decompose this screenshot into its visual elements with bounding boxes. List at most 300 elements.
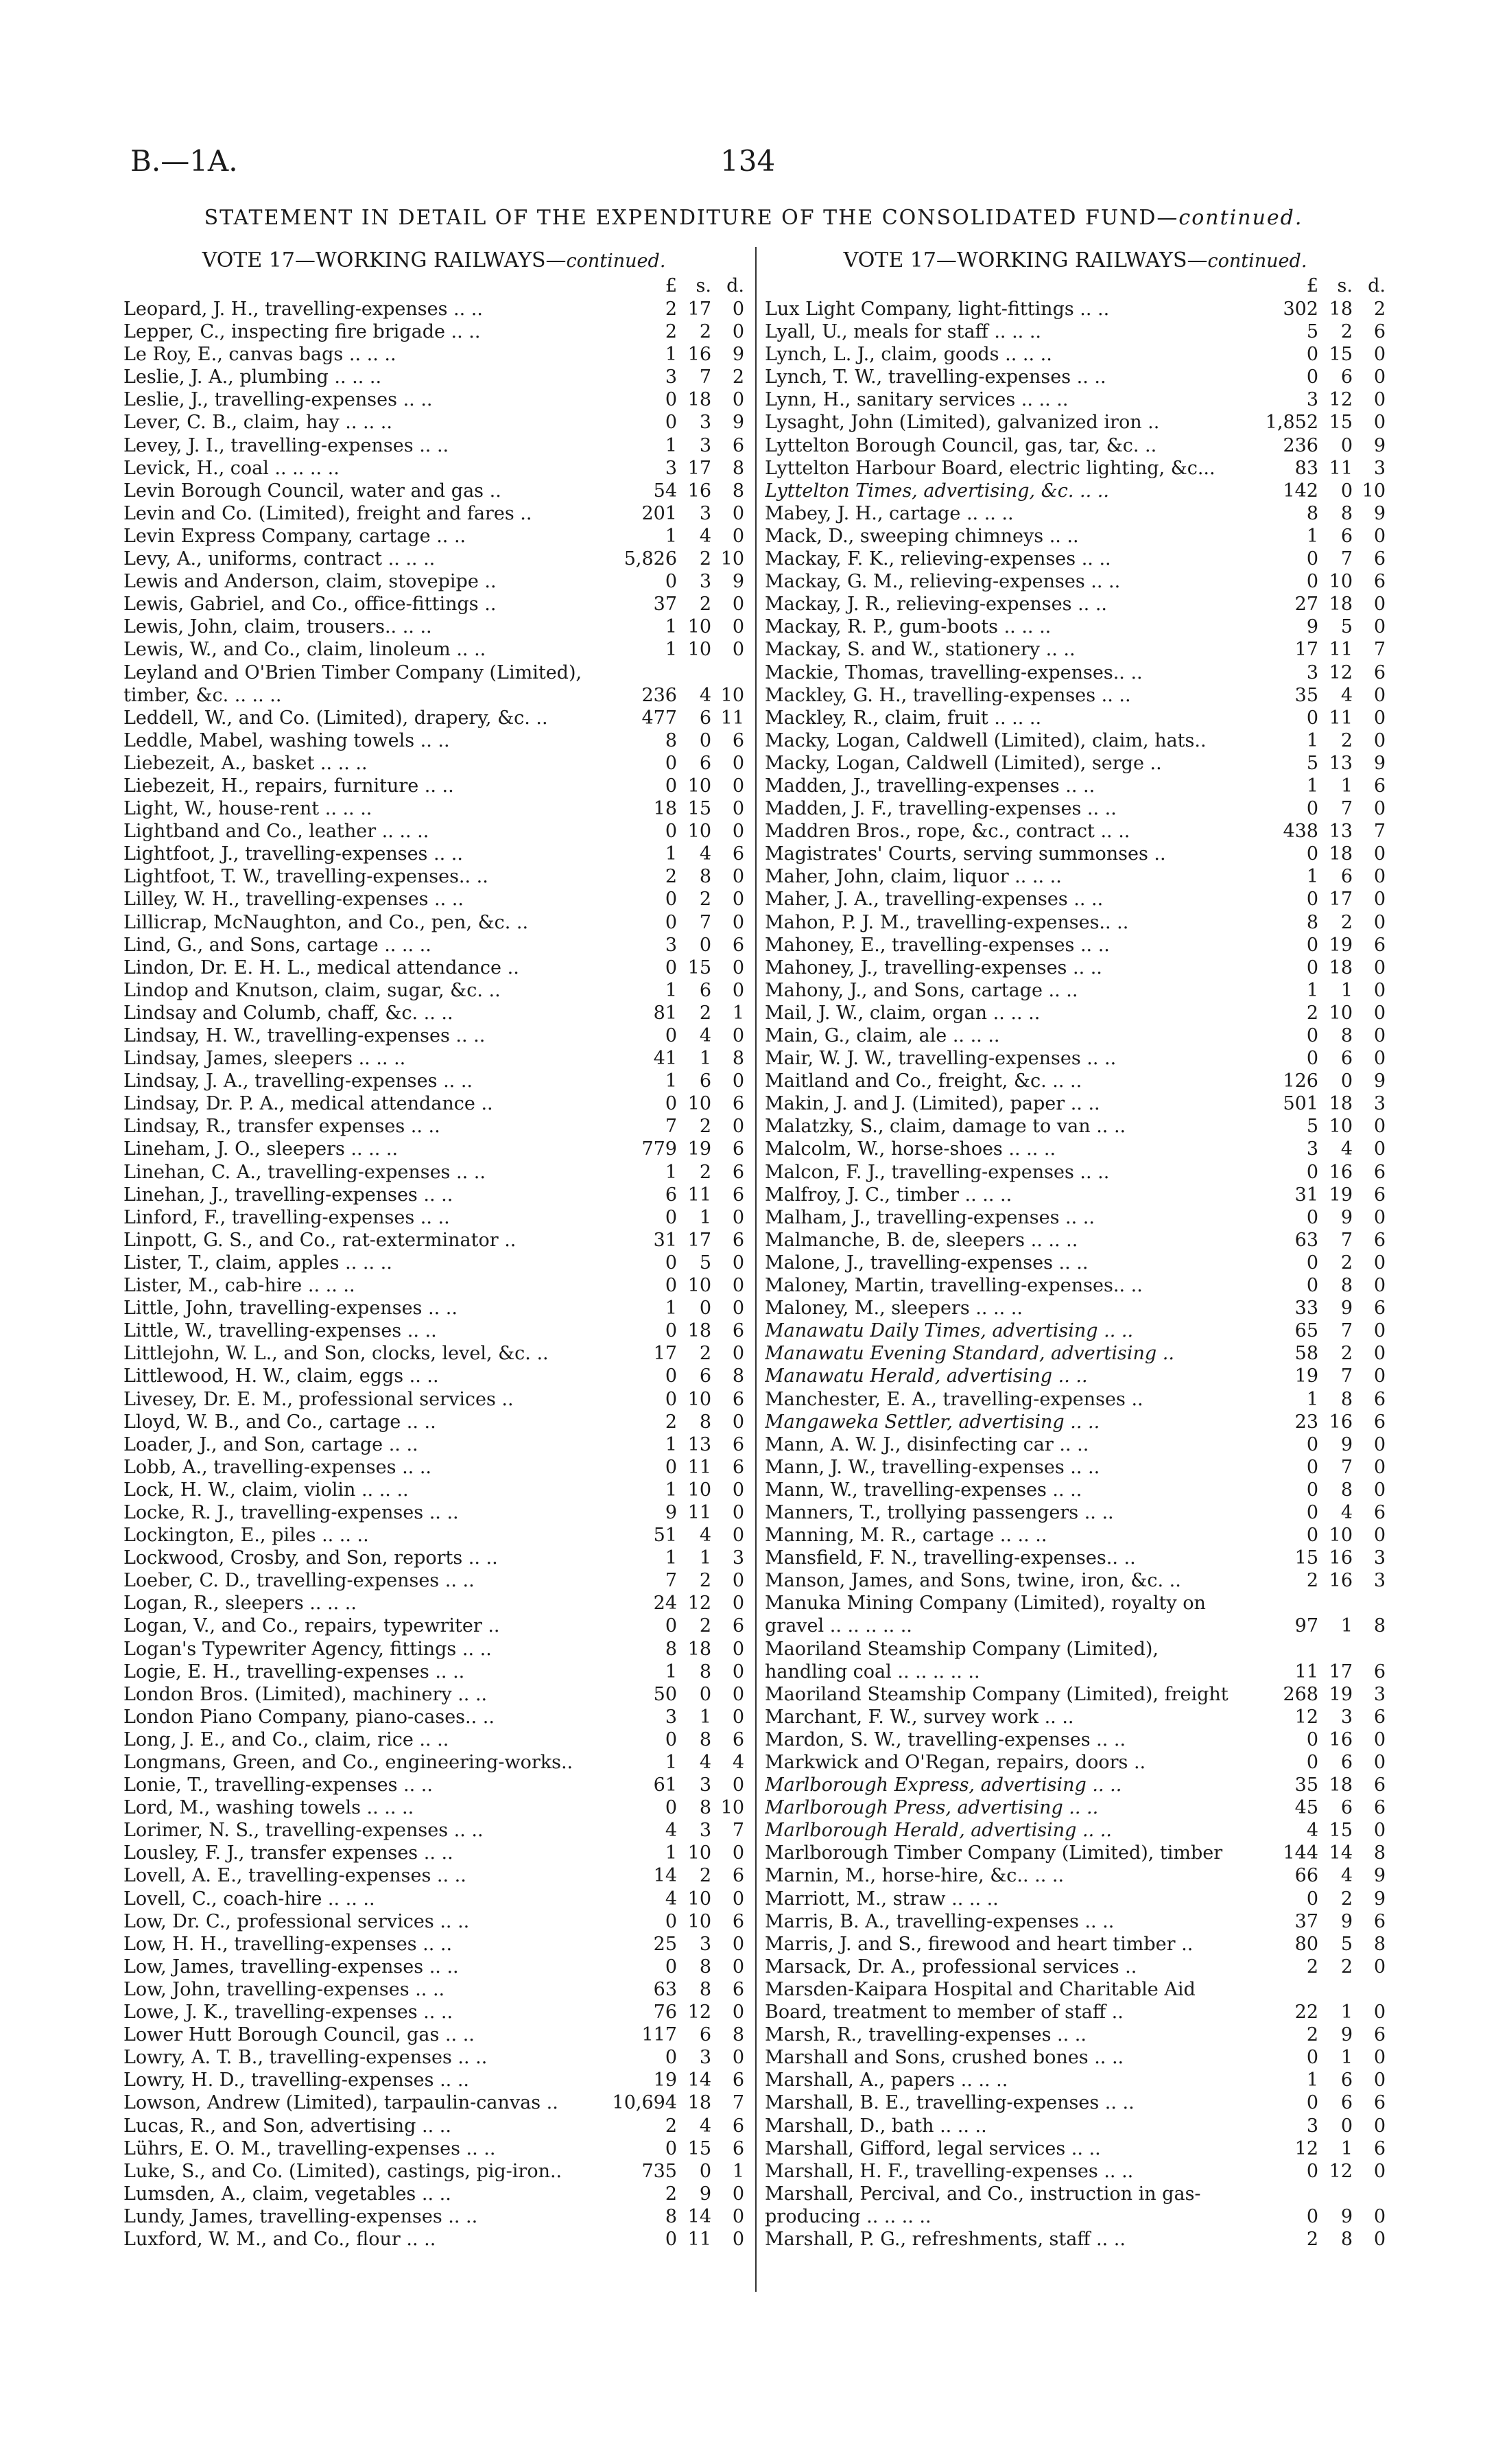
expenditure-row — [123, 1933, 744, 1956]
pounds-amount: 58 — [1294, 1343, 1318, 1365]
pounds-amount: 97 — [1294, 1615, 1318, 1637]
pence-amount: 6 — [732, 1728, 744, 1750]
payee-description: Mansfield, F. N., travelling-expenses.. .. — [765, 1547, 1136, 1569]
shillings-amount: 10 — [1329, 1116, 1353, 1138]
shillings-amount: 18 — [1329, 1774, 1353, 1796]
pence-unit: d. — [726, 275, 744, 296]
shillings-amount: 2 — [699, 1002, 711, 1024]
pence-amount: 0 — [1373, 866, 1386, 888]
pence-amount: 9 — [1373, 502, 1386, 524]
pounds-amount: 27 — [1294, 594, 1318, 615]
shillings-amount: 2 — [1340, 911, 1353, 933]
expenditure-row — [765, 1569, 1386, 1592]
payee-description: Lord, M., washing towels .. .. .. — [123, 1797, 414, 1819]
payee-description: Malcolm, W., horse-shoes .. .. .. — [765, 1138, 1056, 1160]
pounds-amount: 41 — [653, 1048, 677, 1070]
expenditure-row — [765, 298, 1386, 320]
vote-heading-continued: continued. — [566, 250, 666, 272]
pounds-amount: 1 — [1306, 729, 1318, 751]
expenditure-row — [123, 1342, 744, 1365]
shillings-amount: 12 — [1329, 2160, 1353, 2182]
expenditure-row — [123, 1819, 744, 1842]
pounds-amount: 15 — [1294, 1547, 1318, 1569]
expenditure-row — [123, 1638, 744, 1661]
expenditure-row — [765, 1683, 1386, 1706]
pence-amount: 0 — [1373, 1479, 1386, 1501]
expenditure-row — [765, 1524, 1386, 1547]
expenditure-list — [123, 298, 744, 2251]
shillings-amount: 15 — [1329, 344, 1353, 366]
pence-unit: d. — [1368, 275, 1386, 296]
expenditure-row — [123, 411, 744, 434]
payee-description: Lepper, C., inspecting fire brigade .. .. — [123, 321, 481, 343]
pounds-amount: 3 — [665, 934, 677, 956]
pounds-amount: 1 — [665, 1547, 677, 1569]
shillings-amount: 3 — [699, 2047, 711, 2069]
pounds-amount: 0 — [1306, 1479, 1318, 1501]
payee-description: Lovell, C., coach-hire .. .. .. — [123, 1888, 375, 1910]
pounds-amount: 0 — [665, 1275, 677, 1297]
pence-amount: 0 — [1373, 957, 1386, 978]
expenditure-row — [765, 1638, 1386, 1683]
pence-amount: 6 — [732, 729, 744, 751]
expenditure-row — [765, 502, 1386, 525]
shillings-amount: 0 — [699, 934, 711, 956]
pounds-amount: 0 — [1306, 548, 1318, 570]
expenditure-row — [765, 1002, 1386, 1024]
page-number: 134 — [720, 144, 776, 178]
payee-description: Marshall, Percival, and Co., instruction in gas-producing .. .. .. .. — [765, 2183, 1201, 2227]
shillings-amount: 7 — [1340, 798, 1353, 820]
pence-amount: 6 — [732, 2115, 744, 2137]
shillings-amount: 1 — [1340, 979, 1353, 1001]
pence-amount: 0 — [732, 2205, 744, 2227]
shillings-amount: 13 — [1329, 752, 1353, 774]
pounds-amount: 1 — [665, 1161, 677, 1183]
expenditure-row — [123, 1184, 744, 1206]
pence-amount: 0 — [1373, 1138, 1386, 1160]
shillings-amount: 6 — [1340, 2069, 1353, 2091]
expenditure-row — [123, 1728, 744, 1751]
pence-amount: 8 — [1373, 1933, 1386, 1955]
shillings-amount: 2 — [699, 1343, 711, 1365]
pounds-amount: 0 — [665, 1456, 677, 1478]
pence-amount: 0 — [1373, 366, 1386, 388]
pence-amount: 0 — [1373, 1116, 1386, 1138]
currency-units-header — [765, 274, 1386, 298]
shillings-amount: 10 — [1329, 1525, 1353, 1547]
pence-amount: 0 — [732, 798, 744, 820]
pounds-amount: 438 — [1283, 821, 1318, 843]
expenditure-row — [123, 2046, 744, 2069]
pence-amount: 0 — [1373, 2228, 1386, 2250]
payee-description: Lindsay, R., transfer expenses .. .. — [123, 1116, 440, 1138]
expenditure-row — [765, 1274, 1386, 1297]
shillings-amount: 2 — [699, 1865, 711, 1887]
pence-amount: 0 — [1373, 843, 1386, 865]
expenditure-row — [765, 1910, 1386, 1933]
payee-description: Mackie, Thomas, travelling-expenses.. .. — [765, 661, 1143, 683]
expenditure-row — [765, 638, 1386, 661]
pence-amount: 6 — [732, 1229, 744, 1251]
pence-amount: 0 — [732, 1479, 744, 1501]
shillings-amount: 2 — [1340, 321, 1353, 343]
shillings-amount: 8 — [699, 1956, 711, 1978]
shillings-amount: 7 — [1340, 1456, 1353, 1478]
pence-amount: 6 — [732, 1978, 744, 2000]
payee-description: Mann, W., travelling-expenses .. .. — [765, 1479, 1082, 1501]
payee-description: Marsack, Dr. A., professional services .. — [765, 1956, 1137, 1978]
pounds-amount: 0 — [1306, 1206, 1318, 1228]
shillings-amount: 10 — [687, 1888, 711, 1910]
pounds-amount: 1 — [665, 1842, 677, 1864]
expenditure-row — [123, 934, 744, 957]
expenditure-row — [123, 1683, 744, 1706]
payee-description: Marlborough Express, advertising .. .. — [765, 1774, 1122, 1796]
pounds-amount: 0 — [1306, 1752, 1318, 1773]
payee-description: Macky, Logan, Caldwell (Limited), serge .. — [765, 752, 1162, 774]
shillings-amount: 3 — [699, 1820, 711, 1842]
shillings-amount: 0 — [1340, 434, 1353, 456]
shillings-amount: 6 — [1340, 525, 1353, 547]
pence-amount: 6 — [732, 1093, 744, 1115]
pence-amount: 0 — [732, 389, 744, 411]
pounds-amount: 0 — [665, 957, 677, 978]
pence-amount: 0 — [1373, 1048, 1386, 1070]
pence-amount: 0 — [1373, 344, 1386, 366]
vote-heading — [765, 247, 1386, 274]
statement-title-continued: continued. — [1178, 206, 1303, 230]
vote-heading-text: VOTE 17—WORKING RAILWAYS— — [843, 248, 1208, 272]
pounds-amount: 23 — [1294, 1411, 1318, 1433]
payee-description: Maher, J. A., travelling-expenses .. .. — [765, 889, 1104, 911]
pence-amount: 8 — [732, 457, 744, 479]
pence-amount: 0 — [1373, 889, 1386, 911]
pence-amount: 3 — [1373, 457, 1386, 479]
payee-description: Leslie, J., travelling-expenses .. .. — [123, 389, 433, 411]
expenditure-row — [123, 1070, 744, 1092]
pounds-amount: 2 — [1306, 2024, 1318, 2046]
expenditure-row — [765, 1479, 1386, 1501]
expenditure-row — [765, 1774, 1386, 1796]
payee-description: Lumsden, A., claim, vegetables .. .. — [123, 2183, 451, 2205]
shillings-amount: 8 — [699, 866, 711, 888]
expenditure-row — [123, 843, 744, 865]
expenditure-row — [123, 480, 744, 502]
expenditure-row — [765, 320, 1386, 343]
expenditure-row — [765, 979, 1386, 1002]
pounds-amount: 0 — [665, 1910, 677, 1932]
shillings-amount: 5 — [699, 1252, 711, 1274]
pence-amount: 6 — [732, 434, 744, 456]
pence-amount: 8 — [1373, 1842, 1386, 1864]
shillings-amount: 10 — [687, 1842, 711, 1864]
pounds-amount: 37 — [1294, 1910, 1318, 1932]
pounds-amount: 7 — [665, 1570, 677, 1592]
expenditure-row — [123, 1252, 744, 1274]
pounds-amount: 477 — [641, 707, 677, 729]
pounds-amount: 2 — [1306, 1956, 1318, 1978]
shillings-amount: 18 — [1329, 957, 1353, 978]
payee-description: Lyttelton Times, advertising, &c. .. .. — [765, 480, 1109, 502]
expenditure-row — [765, 1388, 1386, 1411]
expenditure-row — [765, 2115, 1386, 2137]
shillings-amount: 17 — [1329, 1661, 1353, 1682]
pence-amount: 0 — [732, 1888, 744, 1910]
expenditure-row — [123, 979, 744, 1002]
shillings-amount: 17 — [687, 457, 711, 479]
expenditure-row — [123, 388, 744, 411]
expenditure-row — [765, 957, 1386, 979]
expenditure-row — [765, 366, 1386, 388]
shillings-amount: 4 — [1340, 684, 1353, 706]
pence-amount: 0 — [1373, 1206, 1386, 1228]
shillings-amount: 19 — [1329, 1683, 1353, 1705]
pounds-amount: 0 — [665, 752, 677, 774]
shillings-amount: 4 — [699, 684, 711, 706]
pounds-amount: 24 — [653, 1593, 677, 1615]
pounds-amount: 83 — [1294, 457, 1318, 479]
shillings-amount: 11 — [1329, 457, 1353, 479]
pence-amount: 0 — [1373, 911, 1386, 933]
pence-amount: 6 — [1373, 1411, 1386, 1433]
payee-description: Lowry, H. D., travelling-expenses .. .. — [123, 2069, 470, 2091]
pence-amount: 0 — [732, 1933, 744, 1955]
pounds-amount: 1 — [665, 1752, 677, 1773]
payee-description: Mackley, R., claim, fruit .. .. .. — [765, 707, 1042, 729]
expenditure-row — [123, 2228, 744, 2251]
pounds-amount: 0 — [665, 1252, 677, 1274]
pounds-amount: 22 — [1294, 2002, 1318, 2023]
pence-amount: 3 — [732, 1547, 744, 1569]
pence-amount: 10 — [720, 684, 744, 706]
pounds-amount: 0 — [1306, 843, 1318, 865]
payee-description: Lloyd, W. B., and Co., cartage .. .. — [123, 1411, 436, 1433]
pence-amount: 7 — [732, 1820, 744, 1842]
pence-amount: 0 — [732, 1252, 744, 1274]
shillings-amount: 9 — [1340, 2205, 1353, 2227]
pounds-amount: 268 — [1283, 1683, 1318, 1705]
expenditure-row — [123, 707, 744, 729]
shillings-amount: 11 — [687, 1184, 711, 1206]
payee-description: Lindon, Dr. E. H. L., medical attendance .. — [123, 957, 519, 978]
expenditure-row — [123, 298, 744, 320]
shillings-amount: 6 — [699, 707, 711, 729]
payee-description: Lucas, R., and Son, advertising .. .. — [123, 2115, 451, 2137]
pounds-amount: 4 — [665, 1888, 677, 1910]
shillings-amount: 6 — [699, 752, 711, 774]
shillings-amount: 2 — [699, 1570, 711, 1592]
expenditure-row — [123, 1456, 744, 1479]
pence-amount: 6 — [1373, 571, 1386, 593]
expenditure-row — [765, 1751, 1386, 1774]
pence-amount: 6 — [732, 1456, 744, 1478]
expenditure-row — [765, 1706, 1386, 1728]
pence-amount: 0 — [732, 594, 744, 615]
payee-description: Lind, G., and Sons, cartage .. .. .. — [123, 934, 431, 956]
pence-amount: 0 — [732, 957, 744, 978]
pence-amount: 0 — [1373, 2160, 1386, 2182]
pounds-amount: 10,694 — [612, 2092, 677, 2114]
pence-amount: 6 — [1373, 1706, 1386, 1728]
shillings-amount: 18 — [1329, 594, 1353, 615]
pounds-amount: 0 — [665, 1025, 677, 1046]
vote-heading-text: VOTE 17—WORKING RAILWAYS— — [202, 248, 567, 272]
shillings-amount: 10 — [687, 1275, 711, 1297]
pence-amount: 0 — [1373, 616, 1386, 638]
pounds-amount: 0 — [1306, 2205, 1318, 2227]
payee-description: Levin and Co. (Limited), freight and fares .. — [123, 502, 532, 524]
shillings-amount: 14 — [1329, 1842, 1353, 1864]
shillings-amount: 4 — [1340, 1138, 1353, 1160]
expenditure-row — [123, 1547, 744, 1569]
pence-amount: 2 — [732, 366, 744, 388]
pounds-amount: 0 — [1306, 1728, 1318, 1750]
expenditure-row — [123, 1910, 744, 1933]
payee-description: Lewis and Anderson, claim, stovepipe .. — [123, 571, 497, 593]
payee-description: Lindsay, Dr. P. A., medical attendance .. — [123, 1093, 493, 1115]
shillings-amount: 7 — [1340, 548, 1353, 570]
expenditure-row — [123, 1706, 744, 1728]
expenditure-row — [123, 1411, 744, 1433]
shillings-amount: 10 — [687, 1388, 711, 1410]
payee-description: Maitland and Co., freight, &c. .. .. — [765, 1070, 1082, 1092]
pounds-amount: 65 — [1294, 1320, 1318, 1342]
expenditure-row — [765, 2183, 1386, 2228]
shillings-amount: 15 — [687, 2137, 711, 2159]
expenditure-row — [123, 661, 744, 707]
payee-description: Magistrates' Courts, serving summonses .. — [765, 843, 1166, 865]
shillings-amount: 15 — [687, 957, 711, 978]
pence-amount: 0 — [732, 2047, 744, 2069]
payee-description: Liebezeit, H., repairs, furniture .. .. — [123, 775, 454, 797]
pence-amount: 0 — [732, 1683, 744, 1705]
pence-amount: 0 — [732, 1525, 744, 1547]
pounds-amount: 0 — [1306, 1525, 1318, 1547]
pounds-amount: 51 — [653, 1525, 677, 1547]
pounds-amount: 0 — [665, 412, 677, 434]
expenditure-row — [765, 1456, 1386, 1479]
shillings-amount: 16 — [1329, 1728, 1353, 1750]
pounds-amount: 0 — [1306, 1456, 1318, 1478]
pence-amount: 6 — [732, 934, 744, 956]
payee-description: Manners, T., trollying passengers .. .. — [765, 1501, 1114, 1523]
shillings-amount: 11 — [687, 2228, 711, 2250]
expenditure-row — [765, 1888, 1386, 1910]
expenditure-row — [765, 1433, 1386, 1456]
pounds-amount: 25 — [653, 1933, 677, 1955]
payee-description: Low, John, travelling-expenses .. .. — [123, 1978, 445, 2000]
pounds-amount: 14 — [653, 1865, 677, 1887]
payee-description: Marriott, M., straw .. .. .. — [765, 1888, 999, 1910]
pounds-amount: 0 — [665, 571, 677, 593]
pence-amount: 10 — [720, 1797, 744, 1819]
payee-description: Lowe, J. K., travelling-expenses .. .. — [123, 2002, 453, 2023]
pence-amount: 0 — [732, 525, 744, 547]
payee-description: Madden, J., travelling-expenses .. .. — [765, 775, 1095, 797]
shillings-amount: 18 — [687, 1320, 711, 1342]
pounds-amount: 8 — [665, 1638, 677, 1660]
payee-description: Le Roy, E., canvas bags .. .. .. — [123, 344, 396, 366]
pence-amount: 6 — [1373, 1229, 1386, 1251]
pence-amount: 6 — [732, 1320, 744, 1342]
pounds-amount: 0 — [1306, 1275, 1318, 1297]
statement-title-text: STATEMENT IN DETAIL OF THE EXPENDITURE OF THE CONSOLIDATED FUND— — [204, 206, 1179, 230]
shillings-amount: 0 — [699, 2160, 711, 2182]
payee-description: Marlborough Herald, advertising .. .. — [765, 1820, 1112, 1842]
payee-description: Manchester, E. A., travelling-expenses .. — [765, 1388, 1143, 1410]
pounds-amount: 0 — [665, 2228, 677, 2250]
pounds-amount: 5 — [1306, 321, 1318, 343]
expenditure-row — [765, 707, 1386, 729]
pounds-amount: 76 — [653, 2002, 677, 2023]
expenditure-row — [765, 457, 1386, 480]
payee-description: Lindop and Knutson, claim, sugar, &c. .. — [123, 979, 501, 1001]
expenditure-row — [765, 1728, 1386, 1751]
pounds-amount: 0 — [665, 1728, 677, 1750]
pence-amount: 9 — [1373, 1865, 1386, 1887]
pounds-amount: 1 — [665, 525, 677, 547]
payee-description: Lyttelton Harbour Board, electric lighting, &c... — [765, 457, 1215, 479]
expenditure-row — [765, 1115, 1386, 1138]
expenditure-row — [123, 593, 744, 615]
pence-amount: 0 — [732, 1774, 744, 1796]
pence-amount: 0 — [1373, 2002, 1386, 2023]
expenditure-row — [123, 1433, 744, 1456]
payee-description: Marshall and Sons, crushed bones .. .. — [765, 2047, 1124, 2069]
pounds-amount: 0 — [665, 1797, 677, 1819]
pence-amount: 6 — [732, 1433, 744, 1455]
payee-description: Logie, E. H., travelling-expenses .. .. — [123, 1661, 465, 1682]
pence-amount: 0 — [732, 979, 744, 1001]
shillings-amount: 15 — [687, 798, 711, 820]
pence-amount: 0 — [732, 1501, 744, 1523]
shillings-amount: 10 — [1329, 571, 1353, 593]
pounds-amount: 37 — [653, 594, 677, 615]
expenditure-row — [765, 2160, 1386, 2183]
expenditure-row — [765, 1252, 1386, 1274]
pence-amount: 6 — [732, 2137, 744, 2159]
pence-amount: 0 — [1373, 594, 1386, 615]
expenditure-row — [765, 593, 1386, 615]
pence-amount: 0 — [1373, 1343, 1386, 1365]
shillings-amount: 18 — [687, 1638, 711, 1660]
pence-amount: 1 — [732, 2160, 744, 2182]
shillings-amount: 16 — [687, 480, 711, 502]
payee-description: Lightband and Co., leather .. .. .. — [123, 821, 429, 843]
pence-amount: 0 — [732, 1842, 744, 1864]
pence-amount: 6 — [1373, 321, 1386, 343]
payee-description: Lobb, A., travelling-expenses .. .. — [123, 1456, 431, 1478]
payee-description: Levey, J. I., travelling-expenses .. .. — [123, 434, 449, 456]
pence-amount: 0 — [1373, 1320, 1386, 1342]
pence-amount: 0 — [732, 298, 744, 320]
shillings-amount: 8 — [1340, 502, 1353, 524]
pounds-amount: 1 — [665, 1661, 677, 1682]
expenditure-row — [123, 820, 744, 843]
pounds-amount: 5 — [1306, 752, 1318, 774]
payee-description: Lonie, T., travelling-expenses .. .. — [123, 1774, 433, 1796]
pence-amount: 0 — [1373, 2047, 1386, 2069]
payee-description: Logan's Typewriter Agency, fittings .. .. — [123, 1638, 492, 1660]
shillings-amount: 13 — [687, 1433, 711, 1455]
pounds-amount: 2 — [665, 1411, 677, 1433]
expenditure-row — [765, 1206, 1386, 1229]
payee-description: Mahon, P. J. M., travelling-expenses.. .. — [765, 911, 1129, 933]
vote-heading-continued: continued. — [1207, 250, 1307, 272]
pounds-amount: 201 — [641, 502, 677, 524]
shillings-amount: 2 — [1340, 1888, 1353, 1910]
